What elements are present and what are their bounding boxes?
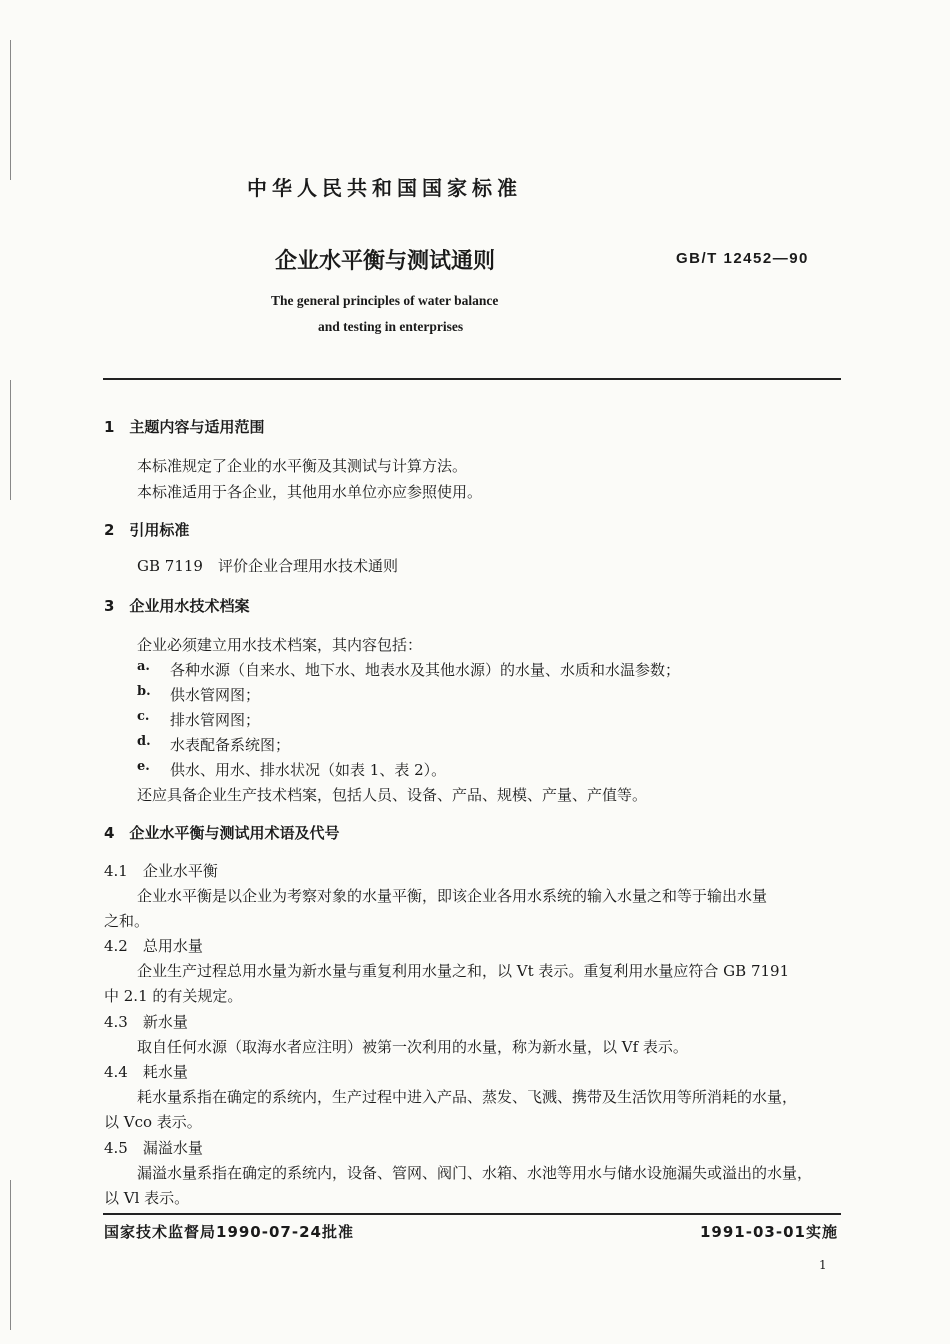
list-item-text: 供水、用水、排水状况（如表 1、表 2）。 (170, 761, 447, 779)
list-item-text: 水表配备系统图； (170, 736, 291, 754)
header-divider (103, 378, 841, 380)
section-1-para-2: 本标准适用于各企业，其他用水单位亦应参照使用。 (137, 483, 483, 501)
list-item-label: e. (137, 759, 150, 774)
subsection-4-5-line-2: 以 Vl 表示。 (104, 1189, 190, 1207)
page-number: 1 (819, 1258, 827, 1272)
english-title-line2: and testing in enterprises (318, 319, 464, 334)
english-title-line1: The general principles of water balance (271, 293, 499, 308)
subsection-4-2-line-2: 中 2.1 的有关规定。 (104, 987, 243, 1005)
subsection-4-5-heading: 4.5 漏溢水量 (104, 1139, 203, 1157)
subsection-4-4-line-1: 耗水量系指在确定的系统内，生产过程中进入产品、蒸发、飞溅、携带及生活饮用等所消耗的水量， (137, 1088, 798, 1106)
scan-edge-line (10, 40, 11, 180)
scan-edge-line (10, 1180, 11, 1330)
list-item-label: c. (137, 709, 150, 724)
section-2-heading: 2 引用标准 (104, 521, 190, 539)
document-title: 企业水平衡与测试通则 (275, 249, 496, 274)
implementation-date: 1991-03-01实施 (700, 1223, 838, 1241)
list-item-label: b. (137, 684, 151, 699)
section-1-para-1: 本标准规定了企业的水平衡及其测试与计算方法。 (137, 457, 468, 475)
list-item-text: 各种水源（自来水、地下水、地表水及其他水源）的水量、水质和水温参数； (170, 661, 681, 679)
subsection-4-4-line-2: 以 Vco 表示。 (104, 1113, 202, 1131)
subsection-4-2-line-1: 企业生产过程总用水量为新水量与重复利用水量之和，以 Vt 表示。重复利用水量应符合 GB 7191 (137, 962, 790, 980)
subsection-4-2-heading: 4.2 总用水量 (104, 937, 203, 955)
section-3-heading: 3 企业用水技术档案 (104, 597, 250, 615)
subsection-4-5-line-1: 漏溢水量系指在确定的系统内，设备、管网、阀门、水箱、水池等用水与储水设施漏失或溢出的水量， (137, 1164, 813, 1182)
list-item-label: a. (137, 659, 150, 674)
approval-line: 国家技术监督局1990-07-24批准 (104, 1223, 354, 1241)
scan-edge-line (10, 380, 11, 500)
section-3-outro: 还应具备企业生产技术档案，包括人员、设备、产品、规模、产量、产值等。 (137, 786, 648, 804)
list-item-text: 排水管网图； (170, 711, 261, 729)
list-item-text: 供水管网图； (170, 686, 261, 704)
subsection-4-3-heading: 4.3 新水量 (104, 1013, 188, 1031)
section-4-heading: 4 企业水平衡与测试用术语及代号 (104, 824, 340, 842)
section-2-reference: GB 7119 评价企业合理用水技术通则 (137, 557, 398, 575)
section-3-intro: 企业必须建立用水技术档案，其内容包括： (137, 636, 423, 654)
subsection-4-3-line-1: 取自任何水源（取海水者应注明）被第一次利用的水量，称为新水量，以 Vf 表示。 (137, 1038, 688, 1056)
subsection-4-4-heading: 4.4 耗水量 (104, 1063, 188, 1081)
subsection-4-1-heading: 4.1 企业水平衡 (104, 862, 218, 880)
national-standard-label: 中华人民共和国国家标准 (247, 176, 522, 200)
section-1-heading: 1 主题内容与适用范围 (104, 418, 265, 436)
subsection-4-1-line-2: 之和。 (104, 912, 150, 930)
list-item-label: d. (137, 734, 151, 749)
standard-code: GB/T 12452—90 (676, 250, 809, 267)
footer-divider (103, 1213, 841, 1215)
subsection-4-1-line-1: 企业水平衡是以企业为考察对象的水量平衡，即该企业各用水系统的输入水量之和等于输出水量 (137, 887, 768, 905)
